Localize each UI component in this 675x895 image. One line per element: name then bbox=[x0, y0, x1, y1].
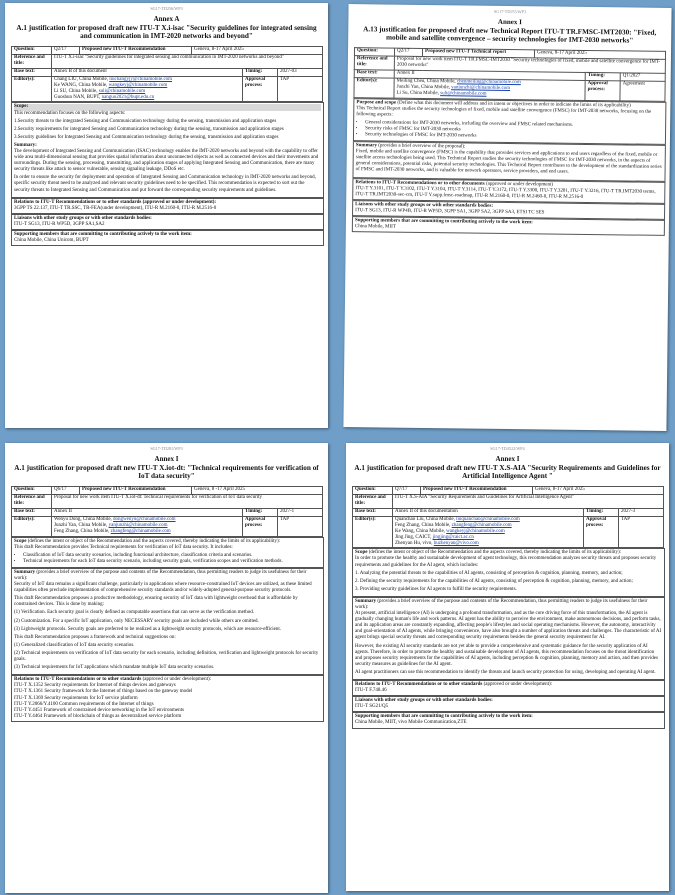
summary-paragraph: (1) Verification. Each security goal is clearly defined as computable assertions that can serve as the verification method. bbox=[14, 610, 254, 616]
approval-label: Approval process: bbox=[585, 80, 620, 100]
summary-label: Summary bbox=[355, 598, 377, 604]
info-table bbox=[352, 486, 664, 549]
question-value: Q7/17 bbox=[393, 486, 421, 494]
scope-intro: This draft Recommendation provides Technical requirements for verification of IoT data security. It includes: bbox=[14, 544, 233, 550]
editor-email-link[interactable]: zhangfeng@chinamobile.com bbox=[451, 523, 512, 529]
editor-email-link[interactable]: yanjunzhi@chinamobile.com bbox=[451, 85, 511, 92]
liaisons-label: Liaisons with other study groups or with other standards bodies: bbox=[355, 698, 493, 704]
reference-value: ITU-T X.i-isac "Security guidelines for integrated sensing and communication in IMT-2020 networks and beyond" bbox=[52, 54, 323, 68]
relations-note: (approved or under development) bbox=[485, 181, 554, 188]
approval-value: TAP bbox=[619, 516, 664, 548]
scope-section bbox=[11, 102, 324, 197]
editor-email-link[interactable]: wangkeyj@chinamobile.com bbox=[108, 83, 168, 89]
reference-label: Reference and title: bbox=[353, 494, 393, 508]
justification-title: A.1 justification for proposed draft new ITU-T X.S-AIA "Security Requirements and Guidelines for Artificial Intelligence Agent " bbox=[354, 464, 661, 481]
relations-entry: ITU-T X.1352 Security requirements for Internet of things devices and gateways bbox=[14, 683, 176, 689]
scope-label: Scope: bbox=[14, 104, 321, 110]
justification-title: A.1 justification for proposed draft new ITU-T X.iot-dt: "Technical requirements for verification of IoT data security" bbox=[14, 464, 319, 481]
base-text-label: Base text: bbox=[354, 69, 394, 78]
reference-label: Reference and title: bbox=[354, 55, 394, 69]
supporting-value: China Mobile, MIIT bbox=[354, 224, 396, 230]
reference-value: ITU-T X.S-AIA "Security Requirements and Guidelines for Artificial Intelligence Agent" bbox=[393, 494, 664, 508]
editor-entry: Junzhi Yan, China Mobile, yanjunzhi@chinamobile.com bbox=[396, 84, 511, 92]
scope-item: 3.Security guidelines for Integrated Sensing and Communication technology during the sensing, transmission and application stages bbox=[14, 134, 279, 140]
summary-paragraph: However, the existing AI security standards are not yet able to provide a comprehensive and systematic guidance for the security application of AI agents. Therefore, in order to promote the healthy and sustainable development of AI agents, this recommendation focuses on the threat identification and proposes security requirements for the capabilities of AI agents, including perception & cognition, planning, memory and action, and then provides security measures as guidelines for the AI agent. bbox=[355, 643, 658, 667]
scope-note: (defines the intent or object of the Recommendation and the aspects covered, thereby indicating the limits of its applicability): bbox=[368, 550, 622, 556]
summary-paragraph: (2) Technical requirements on verification of IoT data security for each scenario, including definition, verification and lightweight protocols for security goals. bbox=[14, 650, 319, 663]
summary-paragraph: (2) Customization. For a specific IoT application, only NECESSARY security goals are included while others are omitted. bbox=[14, 618, 259, 624]
meeting-place: Geneva, 8-17 April 2025 bbox=[533, 486, 664, 494]
editor-email-link[interactable]: liuquanchao@chinamobile.com bbox=[456, 517, 520, 523]
editors-list bbox=[52, 516, 243, 536]
scope-list bbox=[14, 553, 321, 565]
relations-value: 3GPP TS 22.137, ITU-T TR.SSC, TR-FEA(under development), ITU-R M.2160-0, ITU-R M.2516-0 bbox=[14, 205, 217, 211]
scope-label: Scope bbox=[14, 538, 27, 544]
relations-entry: ITU-T X.1361 Security framework for the Internet of things based on the gateway model bbox=[14, 689, 193, 695]
purpose-note: (Define what this document will address and its intent or objectives in order to indicate the limits of its applicability) bbox=[397, 100, 631, 109]
question-value: Q6/17 bbox=[52, 486, 80, 494]
page-header: SG17-TD281/WP3 bbox=[150, 446, 183, 451]
document-page-2 bbox=[343, 4, 671, 431]
annex-heading: Annex I bbox=[154, 455, 179, 463]
relations-section bbox=[352, 680, 665, 696]
approval-value: TAP bbox=[278, 76, 323, 102]
editor-email-link[interactable]: liuchangyjy@chinamobile.com bbox=[109, 77, 173, 83]
editors-label: Editor(s): bbox=[12, 516, 52, 536]
reference-label: Reference and title: bbox=[12, 494, 52, 508]
recommendation-type: Proposed new ITU-T Recommendation bbox=[80, 46, 192, 54]
question-label: Question: bbox=[12, 46, 52, 54]
relations-entry: ITU-T X.1369 Security requirements for IoT service platform bbox=[14, 695, 138, 701]
supporting-section bbox=[11, 230, 324, 246]
purpose-label: Purpose and scope bbox=[356, 99, 397, 106]
base-text-value: Annex II of this documentation bbox=[393, 508, 584, 516]
editor-entry: Zhenyan Hu, vivo, huzhenyan@vivo.com bbox=[395, 540, 479, 546]
scope-item: 1. Analyzing the potential threats to the capabilities of AI agents, consisting of perception & cognition, planning, memory, and action; bbox=[355, 570, 623, 576]
editor-email-link[interactable]: suli@chinamobile.com bbox=[440, 91, 487, 97]
timing-value: 2027-3 bbox=[619, 508, 664, 516]
editor-entry: Ke WANG, China Mobile, wangkeyj@chinamobile.com bbox=[54, 83, 168, 89]
relations-entry: ITU-T Y.4464 Framework of blockchain of things as decentralized service platform bbox=[14, 713, 182, 719]
scope-intro: This recommendation focuses on the following aspects: bbox=[14, 110, 126, 116]
editor-email-link[interactable]: nanguo2021@bupt.edu.cn bbox=[101, 94, 155, 100]
purpose-item: • Security risks of FMSC for IMT-2030 networks bbox=[365, 126, 663, 136]
recommendation-type: Proposed new ITU-T Recommendation bbox=[80, 486, 192, 494]
editor-entry: Li Su, China Mobile, suli@chinamobile.com bbox=[396, 90, 487, 97]
scope-item: 1.Security threats to the integrated Sensing and Communication technology during the sensing, transmission and application stages bbox=[14, 118, 277, 124]
purpose-item: • Security technologies of FMSC for IMT-2030 networks bbox=[365, 132, 663, 142]
liaisons-value: ITU-T SG13, ITU-R WP4B, ITU-R WP5D, 3GPP SA1, 3GPP SA2, 3GPP SA3, ETSI TC SES bbox=[355, 208, 545, 216]
base-text-value: Annex B of this document bbox=[52, 68, 243, 76]
annex-heading: Annex A bbox=[153, 15, 180, 23]
editor-entry: Feng Zhang, China Mobile, zhangfeng@chinamobile.com bbox=[395, 523, 512, 529]
document-page-1 bbox=[5, 3, 328, 428]
base-text-label: Base text: bbox=[12, 508, 52, 516]
summary-label: Summary bbox=[355, 143, 378, 149]
timing-value: 2027-03 bbox=[278, 68, 323, 76]
summary-paragraph: In order to ensure the security for deployment and operation of Integrated Sensing and Communication technology in IMT-2020 networks and beyond, specific security threat need to be analyzed and relevant security guidelines need to be specified. This recommendation is expected to sort out the security threats to Integrated Sensing and Communication and put forward the corresponding security requirements and guidelines. bbox=[14, 175, 316, 193]
timing-label: Timing: bbox=[585, 72, 620, 81]
summary-label: Summary bbox=[14, 569, 36, 575]
summary-paragraph: The development of Integrated Sensing and Communication (ISAC) technology enables the IMT-2020 networks and beyond with the capability to offer wide area multi-dimensional sensing that provides spatial information about unconnected objects as well as connected devices and their movements and surroundings. During the sensing, processing, transmitting, and application stages of applying Integrated Sensing and Communication, there are many security threats like attack to sensor vulnerable, sensing signaling leakage, DDoS etc. bbox=[14, 149, 319, 173]
meeting-place: Geneva, 8 -17 April 2025 bbox=[192, 486, 323, 494]
justification-title: A.13 justification for proposed draft new Technical Report ITU-T TR.FMSC-IMT2030: "Fixed, mobile and satellite convergence – security technologies for IMT-2030 networks" bbox=[363, 25, 657, 45]
scope-item: 3. Providing security guidelines for AI agents to fulfill the security requirements. bbox=[355, 586, 517, 592]
relations-entry: ITU-T Y.4451 Framework of constrained device networking in the IoT environments bbox=[14, 707, 184, 713]
editors-list bbox=[394, 78, 585, 100]
scope-item: 2. Defining the security requirements for the capabilities of AI agents, consisting of perception & cognition, planning, memory, and action; bbox=[355, 578, 633, 584]
approval-label: Approval process: bbox=[243, 516, 278, 536]
annex-heading: Annex I bbox=[495, 455, 520, 463]
editor-entry: Guoshun NAN, BUPT, nanguo2021@bupt.edu.cn bbox=[54, 94, 155, 100]
purpose-intro: This Technical Report studies the security technologies of fixed, mobile and satellite convergence (FMSC) for IMT-2030 networks, focusing on the following aspects: bbox=[356, 105, 652, 118]
editor-email-link[interactable]: wangkeyj@chinamobile.com bbox=[446, 529, 505, 535]
supporting-section bbox=[352, 216, 665, 236]
scope-label: Scope bbox=[355, 550, 368, 556]
editor-entry: Ke Wang, China Mobile, wangkeyj@chinamobile.com bbox=[395, 529, 505, 535]
purpose-item: • General considerations for IMT-2030 networks, including the overview and FMSC related mechanisms. bbox=[365, 120, 663, 130]
editor-entry: Chang LIU, China Mobile, liuchangyjy@chinamobile.com bbox=[54, 77, 173, 83]
relations-label: Relations to ITU-T Recommendations or to other standards bbox=[355, 682, 483, 688]
timing-value: 2027-1 bbox=[278, 508, 323, 516]
timing-label: Timing: bbox=[243, 508, 278, 516]
editors-list bbox=[393, 516, 584, 548]
recommendation-type: Proposed new ITU-T Recommendation bbox=[421, 486, 533, 494]
relations-entry: ITU-T Y.2066/Y.4100 Common requirements of the Internet of things bbox=[14, 701, 154, 707]
liaisons-label: Liaisons with other study groups or with other standards bodies: bbox=[355, 201, 494, 209]
summary-paragraph: This draft Recommendation proposes a productive methodology, ensuring security of IoT data with lightweight overhead that is affordable by constrained devices. This is done by making: bbox=[14, 596, 298, 608]
editor-entry: Meiling Chen, China Mobile, chenmeiling@chinamobile.com bbox=[396, 78, 521, 86]
relations-section bbox=[11, 675, 324, 722]
scope-item: • Technical requirements for each IoT data security scenario, including security goals, verification scopes and verification methods. bbox=[23, 559, 321, 565]
document-page-4 bbox=[346, 443, 669, 891]
summary-paragraph: (1) Generalized classification of IoT data security scenarios. bbox=[14, 642, 135, 648]
supporting-section bbox=[352, 712, 665, 728]
base-text-label: Base text: bbox=[353, 508, 393, 516]
base-text-value: Annex II bbox=[52, 508, 243, 516]
editor-entry: Junzhi Yan, China Mobile, yanjunzhi@chinamobile.com bbox=[54, 523, 168, 529]
purpose-section bbox=[353, 98, 667, 145]
summary-section bbox=[352, 597, 665, 680]
question-value: Q2/17 bbox=[52, 46, 80, 54]
timing-label: Timing: bbox=[243, 68, 278, 76]
editors-list bbox=[52, 76, 243, 102]
page-header: SG17-TD4522/WP4 bbox=[490, 446, 525, 451]
reference-value: Proposal for new work item ITU-T X.iot-dt: Technical requirements for verification of IoT data security bbox=[52, 494, 323, 508]
summary-paragraph: This draft Recommendation proposes a framework and technical suggestions on: bbox=[14, 634, 176, 640]
editors-label: Editor(s): bbox=[12, 76, 52, 102]
relations-label: Relations to ITU-T Recommendations or to other standards (approved or under development): bbox=[14, 199, 217, 205]
editor-email-link[interactable]: chenmeiling@chinamobile.com bbox=[456, 79, 521, 86]
scope-section bbox=[352, 548, 665, 597]
reference-value: Proposal for new work item ITU-T TR.FMSC-IMT2030 "Security technologies of fixed, mobile and satellite convergence for IMT-2030 networks" bbox=[394, 56, 665, 73]
summary-note: (provides a brief overview of the proposal): bbox=[378, 143, 466, 150]
editors-label: Editor(s): bbox=[353, 516, 393, 548]
scope-item: • Classification of IoT data security scenarios, including functional architecture, classification criteria and scenarios. bbox=[23, 553, 321, 559]
editor-email-link[interactable]: dongwenyu@chinamobile.com bbox=[113, 517, 176, 523]
scope-note: (defines the intent or object of the Recommendation and the aspects covered, thereby indicating the limits of its applicability): bbox=[27, 538, 281, 544]
meeting-place: Geneva, 8-17 April 2025 bbox=[192, 46, 323, 54]
relations-value: ITU-T Y.3101, ITU-T Y.3102, ITU-T Y.3104, ITU-T Y.3114, ITU-T Y.3172, ITU-T Y.3300, ITU-T Y.3201, ITU-T Y.3216, ITU-T TR.IMT2030 terms, ITU-T TR.IMT2030-sec-cm, ITU-T Y.supp.fmsc-roadmap, ITU-R M.2160-0, ITU-R M.2460-0, ITU-R M.2516-0 bbox=[355, 185, 656, 200]
supporting-label: Supporting members that are committing to contributing actively to the work item: bbox=[354, 218, 533, 226]
scope-section bbox=[11, 537, 324, 568]
liaisons-value: ITU-T SG21/Q5 bbox=[355, 704, 389, 710]
question-value: Q2/17 bbox=[394, 48, 422, 56]
editor-email-link[interactable]: zhangfeng@chinamobile.com bbox=[110, 529, 171, 535]
summary-note: (provides a brief overview of the purpose and contents of the Recommendation, thus permitting readers to judge its usefulness for their work): bbox=[14, 569, 307, 582]
approval-value: TAP bbox=[278, 516, 323, 536]
base-text-label: Base text: bbox=[12, 68, 52, 76]
info-table bbox=[11, 486, 323, 537]
relations-section bbox=[11, 198, 324, 214]
liaisons-value: ITU-T SG13, ITU-R WP5D, 3GPP SA1,SA2 bbox=[14, 221, 105, 227]
supporting-value: China Mobile, China Unicom, BUPT bbox=[14, 238, 89, 244]
editor-email-link[interactable]: suli@chinamobile.com bbox=[98, 89, 146, 95]
editors-label: Editor(s): bbox=[354, 77, 394, 97]
liaisons-label: Liaisons with other study groups or with other standards bodies: bbox=[14, 215, 152, 221]
relations-note: (approved or under development): bbox=[483, 682, 553, 688]
editor-entry: Li SU, China Mobile, suli@chinamobile.com bbox=[54, 89, 146, 95]
document-page-3 bbox=[5, 443, 328, 893]
liaisons-section bbox=[11, 214, 324, 230]
reference-label: Reference and title: bbox=[12, 54, 52, 68]
scope-intro: In order to promote the healthy and sustainable development of agent technology, this recommendation analyzes security threats and proposes security requirements and guidelines for the AI agent, which includes: bbox=[355, 556, 657, 568]
summary-note: (provides a brief overview of the purpose and contents of the Recommendation, thus permitting readers to judge its usefulness for their work): bbox=[355, 598, 648, 610]
base-text-value: Annex II bbox=[394, 70, 585, 80]
editor-email-link[interactable]: jingjing@caict.ac.cn bbox=[432, 534, 474, 540]
relations-note: (approved or under development): bbox=[142, 677, 212, 683]
editor-entry: Wenyu Dong, China Mobile, dongwenyu@chinamobile.com bbox=[54, 517, 176, 523]
question-label: Question: bbox=[12, 486, 52, 494]
editor-email-link[interactable]: huzhenyan@vivo.com bbox=[433, 540, 479, 546]
info-table bbox=[11, 46, 323, 103]
editor-entry: Jing Jing, CAICT, jingjing@caict.ac.cn bbox=[395, 534, 474, 540]
liaisons-section bbox=[352, 696, 665, 712]
summary-paragraph: Fixed, mobile and satellite convergence (FMSC) is the capability that provides services and applications to end users regardless of the fixed, mobile or satellite access technologies being used. This Technical Report studies the security technologies of FMSC for IMT-2030 networks, in the aspects of general considerations, potential risks, potential security technologies. This Technical Report contributes to the development of the standardization series of FMSC and IMT-2030 networks, and is valuable for network operators, service providers, and end users. bbox=[355, 149, 662, 176]
editor-entry: Quanchao Liu, China Mobile, liuquanchao@chinamobile.com bbox=[395, 517, 520, 523]
relations-label: Relations to ITU-T Recommendations or to other standards bbox=[14, 677, 142, 683]
editor-email-link[interactable]: yanjunzhi@chinamobile.com bbox=[108, 523, 168, 529]
summary-paragraph: At present, artificial intelligence (AI) is undergoing a profound transformation, and as the core driving force of this transformation, the AI agent is gradually changing human's life and work patterns. AI agent has the ability to perceive the environment, make autonomous decisions, and perform tasks, and its application areas are constantly expanding, affecting people's lifestyles and social operating mechanisms. However, the autonomy, interactivity and goal-orientation of AI agents, while bringing convenience, have also brought a number of application threats and challenges. The characteristic of AI agent brings special security threats and corresponding security requirements besides the general security requirement for AI. bbox=[355, 611, 662, 641]
summary-paragraph: AI agent practitioners can use this recommendation to identify the threats and launch security protection for using, developing and operating AI agent. bbox=[355, 669, 656, 675]
summary-section bbox=[352, 141, 665, 181]
timing-value: Q1/2027 bbox=[620, 72, 665, 81]
approval-value: Agreement bbox=[620, 81, 665, 101]
summary-paragraph: Security of IoT data remains a significant challenge, particularly in applications where resource-constrained IoT devices are utilized, as these limited capabilities often preclude implementation of comprehensive security standards and/or widely-adopted general-purpose security protocols. bbox=[14, 582, 312, 594]
summary-section bbox=[11, 568, 324, 675]
justification-title: A.1 justification for proposed draft new ITU-T X.i-isac "Security guidelines for integrated sensing and communication in IMT-2020 networks and beyond" bbox=[16, 24, 317, 41]
summary-paragraph: (3) Lightweight protocols. Security goals are preferred to be realized as a lightweight security protocols, which are resource-efficient. bbox=[14, 626, 282, 632]
supporting-value: China Mobile, MIIT, vivo Mobile Communication,ZTE bbox=[355, 720, 467, 726]
page-header: SG17-TD255/WP3 bbox=[493, 8, 527, 15]
relations-value: ITU-T F.748.46 bbox=[355, 688, 387, 694]
relations-label: Relations to ITU-T Recommendations or to other documents bbox=[355, 179, 485, 187]
approval-label: Approval process: bbox=[243, 76, 278, 102]
page-header: SG17-TD256/WP3 bbox=[150, 6, 183, 11]
annex-heading: Annex I bbox=[497, 17, 522, 27]
timing-label: Timing: bbox=[584, 508, 619, 516]
editor-entry: Feng Zhang, China Mobile, zhangfeng@chinamobile.com bbox=[54, 529, 171, 535]
summary-paragraph: (3) Technical requirements for IoT applications which mandate multiple IoT data security scenarios. bbox=[14, 665, 215, 671]
meeting-place: Geneva, 8-17 April 2025 bbox=[534, 49, 665, 59]
approval-label: Approval process: bbox=[584, 516, 619, 548]
recommendation-type: Proposed new ITU-T Technical report bbox=[422, 48, 534, 57]
question-label: Question: bbox=[354, 47, 394, 56]
question-label: Question: bbox=[353, 486, 393, 494]
supporting-label: Supporting members that are committing to contributing actively to the work item: bbox=[14, 232, 192, 238]
summary-label: Summary: bbox=[14, 142, 37, 148]
purpose-list bbox=[356, 120, 663, 142]
info-table bbox=[353, 47, 666, 102]
supporting-label: Supporting members that are committing to contributing actively to the work item: bbox=[355, 714, 533, 720]
scope-item: 2.Security requirements for integrated Sensing and Communication technology during the sensing, transmission and application stages bbox=[14, 126, 284, 132]
